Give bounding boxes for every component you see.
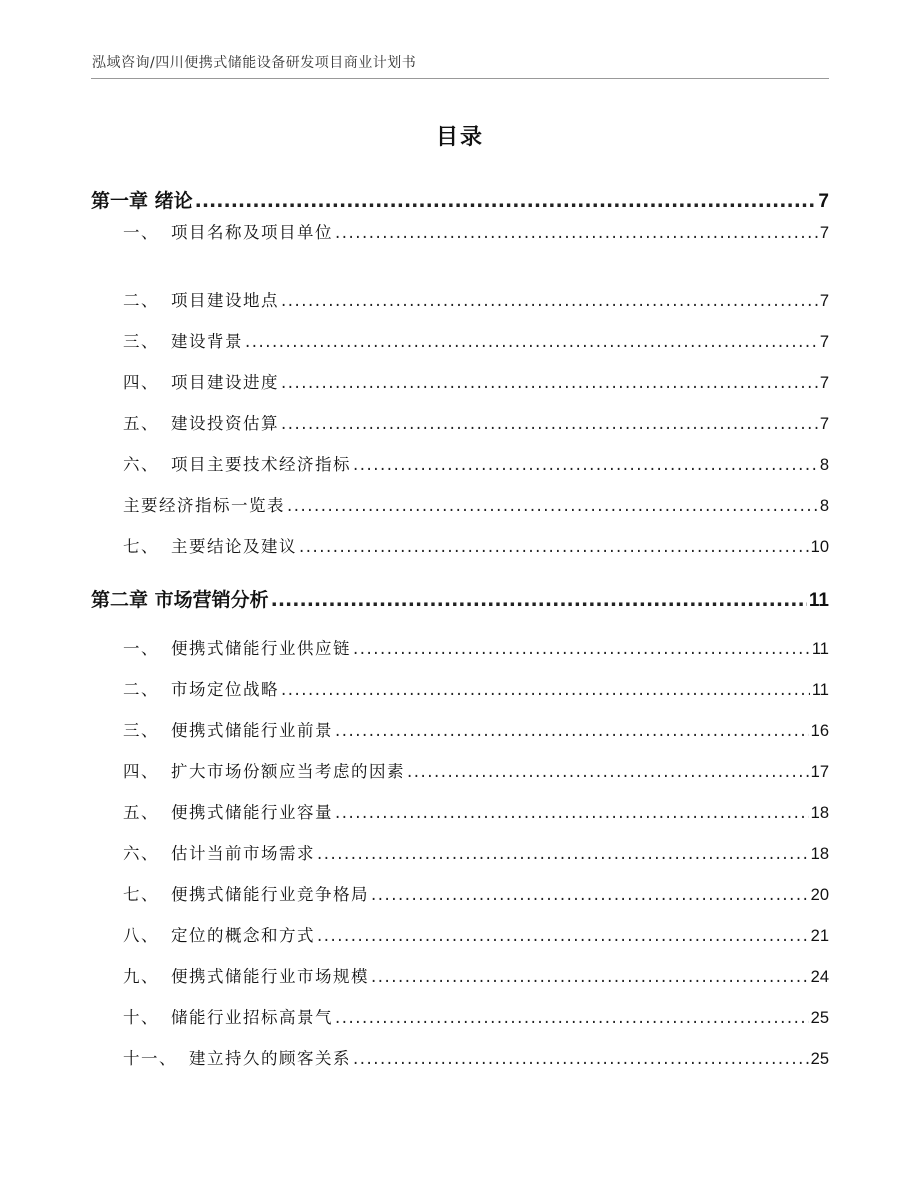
toc-entry-label: 便携式储能行业前景 [171, 721, 333, 740]
toc-leader-dots [353, 639, 810, 658]
toc-entry-label: 项目名称及项目单位 [171, 223, 333, 242]
toc-entry-number: 七、 [123, 885, 159, 904]
toc-entry-number: 一、 [123, 223, 159, 242]
toc-page-number: 10 [810, 538, 829, 556]
toc-entry-label: 便携式储能行业容量 [171, 803, 333, 822]
toc-entry-label: 估计当前市场需求 [171, 844, 315, 863]
toc-page-number: 7 [819, 415, 829, 433]
toc-page-number: 11 [811, 681, 829, 699]
toc-entry[interactable] [123, 963, 829, 987]
toc-leader-dots [281, 414, 818, 433]
toc-leader-dots [317, 844, 809, 863]
toc-entry[interactable] [123, 328, 829, 352]
toc-page-number: 18 [810, 845, 829, 863]
toc-entry-number: 二、 [123, 291, 159, 310]
toc-chapter[interactable] [91, 585, 829, 612]
toc-leader-dots [335, 803, 809, 822]
toc-leader-dots [335, 721, 809, 740]
toc-leader-dots [299, 537, 809, 556]
toc-page-number: 25 [810, 1009, 829, 1027]
header-divider [91, 78, 829, 79]
toc-page-number: 8 [819, 456, 829, 474]
toc-entry[interactable] [123, 635, 829, 659]
toc-entry-number: 六、 [123, 455, 159, 474]
toc-entry-label: 项目建设进度 [171, 373, 279, 392]
toc-entry-label: 主要经济指标一览表 [123, 496, 285, 515]
toc-page-number: 21 [810, 927, 829, 945]
toc-chapter-label: 第二章 市场营销分析 [91, 589, 269, 611]
toc-leader-dots [371, 967, 809, 986]
toc-entry-label: 扩大市场份额应当考虑的因素 [171, 762, 405, 781]
toc-entry[interactable] [123, 492, 829, 516]
toc-entry-number: 二、 [123, 680, 159, 699]
toc-page-number: 16 [810, 722, 829, 740]
toc-page-number: 20 [810, 886, 829, 904]
toc-entry[interactable] [123, 717, 829, 741]
toc-entry[interactable] [123, 1004, 829, 1028]
toc-leader-dots [287, 496, 818, 515]
toc-entry-number: 七、 [123, 537, 159, 556]
toc-entry-number: 十一、 [123, 1049, 177, 1068]
toc-leader-dots [353, 1049, 809, 1068]
toc-page-number: 8 [819, 497, 829, 515]
toc-page-number: 11 [808, 590, 829, 611]
toc-leader-dots [317, 926, 809, 945]
toc-entry[interactable] [123, 881, 829, 905]
toc-leader-dots [245, 332, 818, 351]
toc-entry[interactable] [123, 676, 829, 700]
toc-entry-label: 建设背景 [171, 332, 243, 351]
toc-entry-label: 建立持久的顾客关系 [189, 1049, 351, 1068]
toc-entry[interactable] [123, 533, 829, 557]
toc-entry-label: 项目建设地点 [171, 291, 279, 310]
toc-leader-dots [335, 223, 818, 242]
toc-entry-label: 便携式储能行业竞争格局 [171, 885, 369, 904]
toc-page-number: 17 [810, 763, 829, 781]
toc-leader-dots [281, 680, 810, 699]
toc-page-number: 24 [810, 968, 829, 986]
toc-entry-number: 十、 [123, 1008, 159, 1027]
toc-entry-number: 三、 [123, 721, 159, 740]
toc-entry-label: 定位的概念和方式 [171, 926, 315, 945]
toc-page-number: 7 [819, 224, 829, 242]
toc-page-number: 18 [810, 804, 829, 822]
toc-leader-dots [407, 762, 809, 781]
toc-entry-label: 便携式储能行业供应链 [171, 639, 351, 658]
toc-page-number: 7 [819, 333, 829, 351]
toc-entry[interactable] [123, 451, 829, 475]
toc-leader-dots [281, 373, 818, 392]
toc-page-number: 7 [819, 374, 829, 392]
toc-entry[interactable] [123, 219, 829, 243]
toc-page-number: 25 [810, 1050, 829, 1068]
toc-page-number: 7 [818, 191, 829, 212]
toc-leader-dots [353, 455, 818, 474]
toc-entry[interactable] [123, 840, 829, 864]
toc-entry-label: 便携式储能行业市场规模 [171, 967, 369, 986]
toc-entry-number: 一、 [123, 639, 159, 658]
toc-entry-number: 五、 [123, 414, 159, 433]
toc-entry-number: 六、 [123, 844, 159, 863]
toc-chapter-label: 第一章 绪论 [91, 190, 193, 212]
toc-entry-number: 四、 [123, 373, 159, 392]
running-header: 泓域咨询/四川便携式储能设备研发项目商业计划书 [92, 55, 417, 71]
toc-entry-label: 建设投资估算 [171, 414, 279, 433]
toc-entry[interactable] [123, 758, 829, 782]
toc-entry[interactable] [123, 922, 829, 946]
toc-page-number: 7 [819, 292, 829, 310]
toc-leader-dots [195, 190, 817, 212]
toc-leader-dots [371, 885, 809, 904]
toc-entry-number: 八、 [123, 926, 159, 945]
toc-entry[interactable] [123, 410, 829, 434]
toc-entry[interactable] [123, 287, 829, 311]
toc-title: 目录 [435, 125, 484, 150]
toc-entry-number: 三、 [123, 332, 159, 351]
toc-leader-dots [335, 1008, 809, 1027]
toc-entry[interactable] [123, 799, 829, 823]
toc-entry-label: 储能行业招标高景气 [171, 1008, 333, 1027]
toc-entry-number: 五、 [123, 803, 159, 822]
toc-leader-dots [281, 291, 818, 310]
toc-entry-number: 九、 [123, 967, 159, 986]
toc-entry[interactable] [123, 369, 829, 393]
toc-entry-label: 主要结论及建议 [171, 537, 297, 556]
toc-entry-label: 市场定位战略 [171, 680, 279, 699]
toc-page-number: 11 [811, 640, 829, 658]
toc-leader-dots [271, 589, 807, 611]
toc-chapter[interactable] [91, 186, 829, 213]
toc-entry-label: 项目主要技术经济指标 [171, 455, 351, 474]
toc-entry-number: 四、 [123, 762, 159, 781]
toc-entry[interactable] [123, 1045, 829, 1069]
